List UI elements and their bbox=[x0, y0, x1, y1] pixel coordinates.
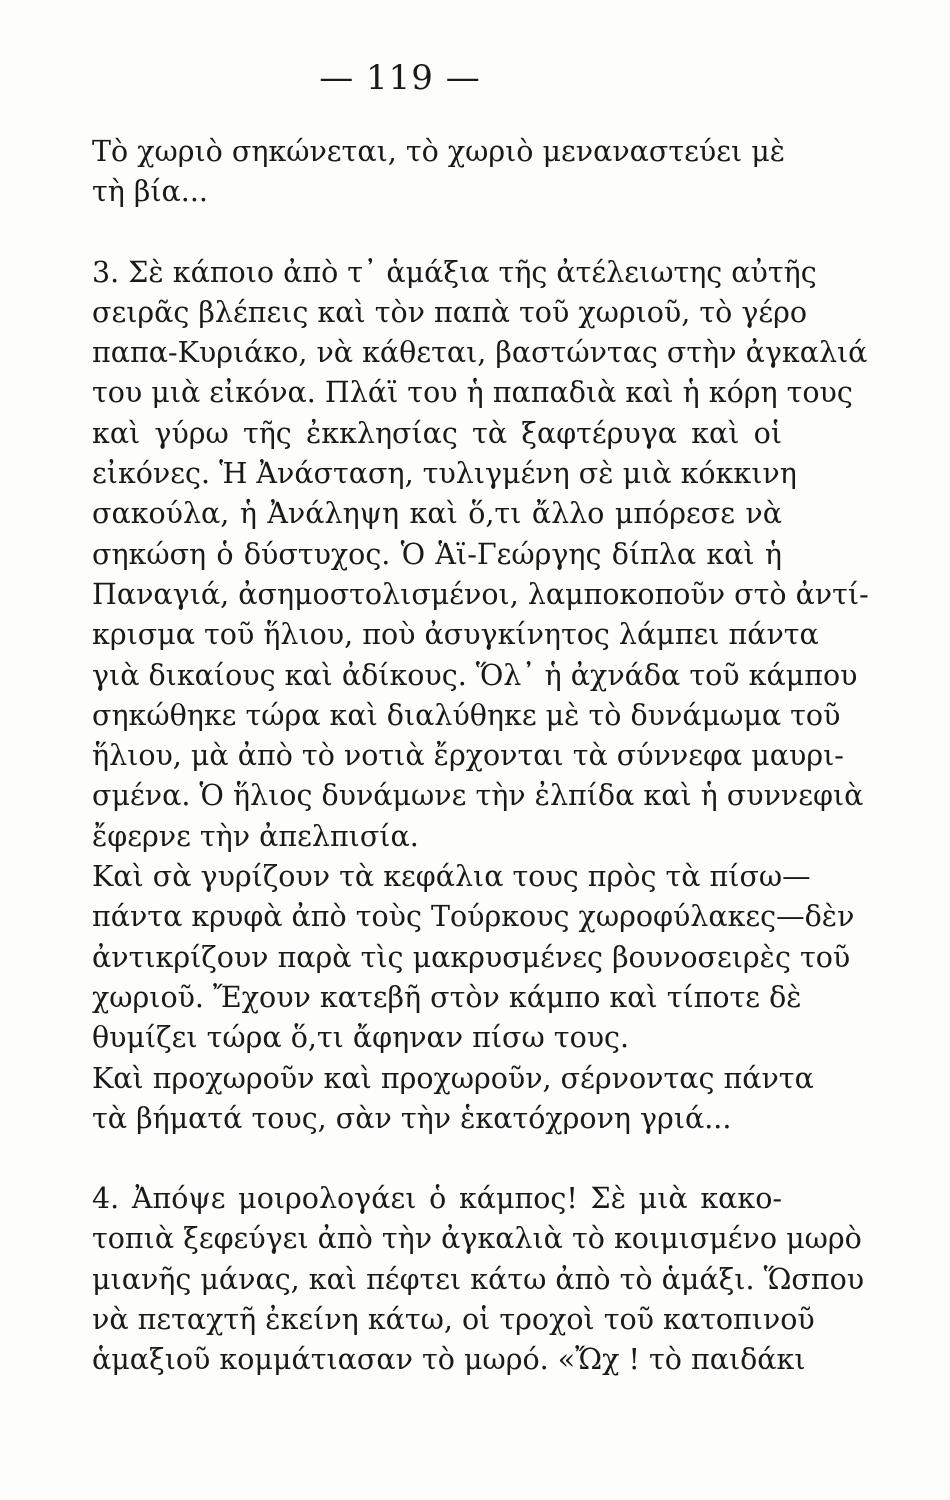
text-line: γιὰ δικαίους καὶ ἀδίκους. Ὅλ᾽ ἡ ἀχνάδα τοῦ κάμπου bbox=[92, 658, 858, 692]
text-line: τὰ βήματά τους, σὰν τὴν ἑκατόχρονη γριά... bbox=[92, 1101, 732, 1135]
body-text bbox=[92, 132, 869, 1381]
text-line: ἔφερνε τὴν ἀπελπισία. bbox=[92, 819, 419, 853]
text-line: σηκώση ὁ δύστυχος. Ὁ Ἁϊ-Γεώργης δίπλα καὶ ἡ bbox=[92, 537, 782, 571]
text-line: τὴ βία... bbox=[92, 175, 208, 209]
text-line: τοπιὰ ξεφεύγει ἀπὸ τὴν ἀγκαλιὰ τὸ κοιμισμένο μωρὸ bbox=[92, 1222, 862, 1256]
text-line: ἀντικρίζουν παρὰ τὶς μακρυσμένες βουνοσειρὲς τοῦ bbox=[92, 940, 851, 974]
text-line: σειρᾶς βλέπεις καὶ τὸν παπὰ τοῦ χωριοῦ, τὸ γέρο bbox=[92, 295, 808, 329]
text-line: ἥλιου, μὰ ἀπὸ τὸ νοτιὰ ἔρχονται τὰ σύννεφα μαυρι- bbox=[92, 739, 844, 773]
text-line: Τὸ χωριὸ σηκώνεται, τὸ χωριὸ μεναναστεύει μὲ bbox=[92, 135, 786, 168]
text-line: μιανῆς μάνας, καὶ πέφτει κάτω ἀπὸ τὸ ἁμάξι. Ὥσπου bbox=[92, 1262, 865, 1296]
paragraph-5 bbox=[92, 1179, 865, 1380]
text-line: 4. Ἀπόψε μοιρολογάει ὁ κάμπος! Σὲ μιὰ κακο- bbox=[92, 1182, 782, 1216]
text-line: Καὶ σὰ γυρίζουν τὰ κεφάλια τους πρὸς τὰ πίσω— bbox=[92, 860, 811, 894]
text-line: σακούλα, ἡ Ἀνάληψη καὶ ὅ,τι ἄλλο μπόρεσε νὰ bbox=[92, 497, 782, 531]
text-line: Καὶ προχωροῦν καὶ προχωροῦν, σέρνοντας πάντα bbox=[92, 1061, 814, 1095]
text-line: του μιὰ εἰκόνα. Πλάϊ του ἡ παπαδιὰ καὶ ἡ κόρη τους bbox=[92, 376, 853, 410]
text-line: χωριοῦ. Ἔχουν κατεβῆ στὸν κάμπο καὶ τίποτε δὲ bbox=[92, 980, 802, 1014]
text-line: σηκώθηκε τώρα καὶ διαλύθηκε μὲ τὸ δυνάμωμα τοῦ bbox=[92, 698, 841, 732]
text-line: κρισμα τοῦ ἥλιου, ποὺ ἀσυγκίνητος λάμπει πάντα bbox=[92, 618, 819, 652]
paragraph-4 bbox=[92, 1059, 814, 1140]
text-line: εἰκόνες. Ἡ Ἀνάσταση, τυλιγμένη σὲ μιὰ κόκκινη bbox=[92, 457, 797, 491]
text-line: θυμίζει τώρα ὅ,τι ἄφηναν πίσω τους. bbox=[92, 1021, 630, 1055]
text-line: ἁμαξιοῦ κομμάτιασαν τὸ μωρό. «Ὤχ ! τὸ παιδάκι bbox=[92, 1343, 806, 1377]
text-line: παπα-Κυριάκο, νὰ κάθεται, βαστώντας στὴν ἀγκαλιά bbox=[92, 336, 868, 370]
paragraph-3 bbox=[92, 857, 855, 1058]
paragraph-2 bbox=[92, 253, 869, 857]
text-line: νὰ πεταχτῆ ἐκείνη κάτω, οἱ τροχοὶ τοῦ κατοπινοῦ bbox=[92, 1303, 815, 1337]
text-line: 3. Σὲ κάποιο ἀπὸ τ᾽ ἁμάξια τῆς ἀτέλειωτης αὐτῆς bbox=[92, 255, 817, 289]
text-line: καὶ γύρω τῆς ἐκκλησίας τὰ ξαφτέρυγα καὶ οἱ bbox=[92, 416, 782, 450]
text-line: σμένα. Ὁ ἥλιος δυνάμωνε τὴν ἐλπίδα καὶ ἡ συννεφιὰ bbox=[92, 779, 864, 813]
page-number: — 119 — bbox=[319, 58, 481, 98]
paragraph-1 bbox=[92, 132, 786, 213]
text-line: Παναγιά, ἀσημοστολισμένοι, λαμποκοποῦν στὸ ἀντί- bbox=[92, 577, 869, 611]
text-line: πάντα κρυφὰ ἀπὸ τοὺς Τούρκους χωροφύλακες—δὲν bbox=[92, 900, 855, 934]
